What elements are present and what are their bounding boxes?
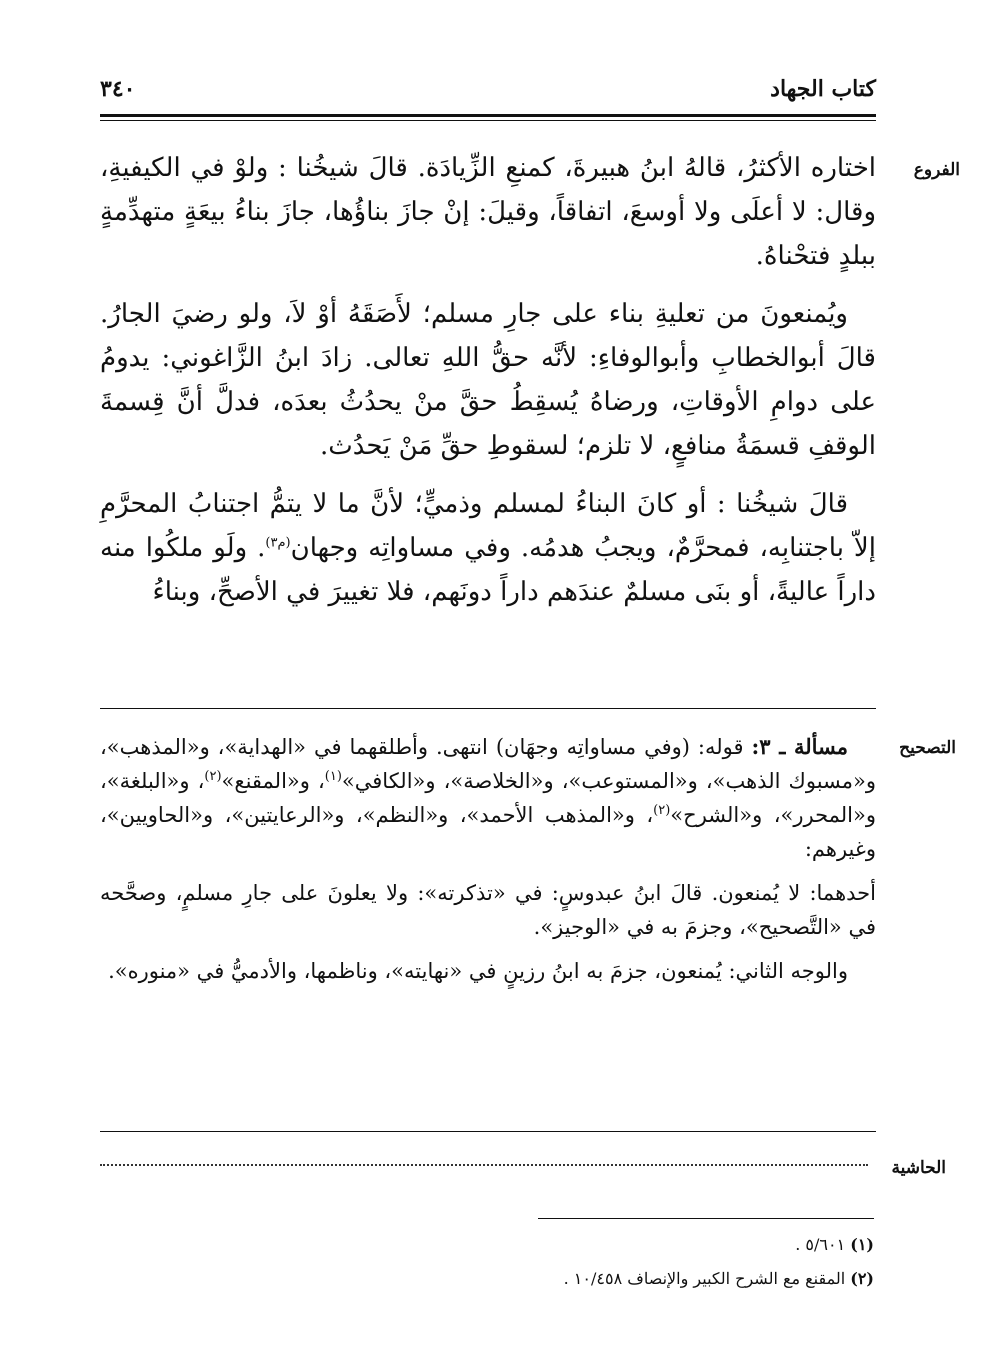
footnotes	[100, 1228, 874, 1296]
page-number: ٣٤٠	[100, 76, 136, 102]
footnote-ref-2: (٢)	[204, 769, 222, 784]
footnote-1	[100, 1228, 874, 1262]
header-rule	[100, 114, 876, 117]
page-header	[100, 76, 876, 106]
footnote-1-text: ٥/٦٠١ .	[795, 1235, 846, 1254]
main-paragraph-3-end: . ولَو ملكُوا منه داراً عاليةً، أو بنَى مسلمٌ عندَهم داراً دونَهم، فلا تغييرَ في الأصحِّ، وبناءُ	[100, 533, 876, 607]
tashih-text	[100, 730, 876, 998]
footnote-2-number: (٢)	[850, 1269, 874, 1288]
tashih-p1-b: ، و«المقنع»	[221, 769, 325, 793]
footnote-1-number: (١)	[850, 1235, 874, 1254]
footnote-rule	[538, 1218, 874, 1219]
section-divider-bottom	[100, 1131, 876, 1132]
footnote-ref-3: (٢)	[653, 803, 671, 818]
tashih-p1-c: ، و«البلغة»، و«المحرر»، و«الشرح»	[100, 769, 876, 827]
footnote-2-text: المقنع مع الشرح الكبير والإنصاف ١٠/٤٥٨ .	[563, 1269, 846, 1288]
main-paragraph-3-start: قالَ شيخُنا : أو كانَ البناءُ لمسلم وذميٍّ؛ لأنَّ ما لا يتمُّ اجتنابُ المحرَّمِ إلاّ باجتنابِه، فمحرَّمٌ، ويجبُ هدمُه. وفي مساواتِه وجهان	[100, 489, 876, 563]
header-rule-thin	[100, 120, 876, 121]
main-text	[100, 146, 876, 628]
footnote-ref-1: (١)	[324, 769, 342, 784]
side-label-tashih: التصحيح	[899, 738, 956, 758]
hashiya-dotted-line	[100, 1164, 868, 1166]
main-paragraph-1: اختاره الأكثرُ، قالهُ ابنُ هبيرةَ، كمنعِ الزِّيادَة. قالَ شيخُنا : ولوْ في الكيفيةِ، وقال: لا أعلَى ولا أوسعَ، اتفاقاً، وقيلَ: إنْ جازَ بناؤُها، جازَ بناءُ بيعَةٍ متهدِّمةٍ ببلدٍ فتحْناهُ.	[100, 153, 877, 271]
tashih-p1-d: ، و«المذهب الأحمد»، و«النظم»، و«الرعايتين»، و«الحاويين»، وغيرهم:	[100, 803, 876, 861]
main-paragraph-2: ويُمنعونَ من تعليةِ بناء على جارِ مسلم؛ لأَصَقَهُ أوْ لاَ، ولو رضيَ الجارُ. قالَ أبوالخطابِ وأبوالوفاءِ: لأنَّه حقُّ اللهِ تعالى. زادَ ابنُ الزَّاغوني: يدومُ على دوامِ الأوقاتِ، ورضاهُ يُسقِطُ حقَّ منْ يحدُثُ بعدَه، فدلَّ أنَّ قِسمةَ الوقفِ قسمَةُ منافعٍ، لا تلزم؛ لسقوطِ حقِّ مَنْ يَحدُث.	[100, 299, 876, 461]
cross-ref-mark: (م٣)	[265, 535, 291, 551]
tashih-paragraph-3: والوجه الثاني: يُمنعون، جزمَ به ابنُ رزينٍ في «نهايته»، وناظمها، والأدميُّ في «منوره».	[108, 959, 848, 983]
tashih-paragraph-1	[100, 730, 876, 866]
running-title: كتاب الجهاد	[770, 76, 876, 102]
footnote-2	[100, 1262, 874, 1296]
main-paragraph-3	[100, 482, 876, 614]
tashih-paragraph-2: أحدهما: لا يُمنعون. قالَ ابنُ عبدوسٍ: في «تذكرته»: ولا يعلونَ على جارِ مسلمٍ، وصحَّحه في «التَّصحيح»، وجزمَ به في «الوجيز».	[100, 881, 876, 939]
tashih-p1-a: قوله: (وفي مساواتِه وجهَان) انتهى. وأطلقهما في «الهداية»، و«المذهب»، و«مسبوك الذهب»، و«المستوعب»، و«الخلاصة»، و«الكافي»	[100, 735, 876, 793]
section-divider-top	[100, 708, 876, 709]
side-label-hashiya: الحاشية	[891, 1158, 946, 1178]
side-label-furu: الفروع	[913, 160, 960, 180]
issue-heading: مسألة ـ ٣:	[751, 734, 848, 759]
